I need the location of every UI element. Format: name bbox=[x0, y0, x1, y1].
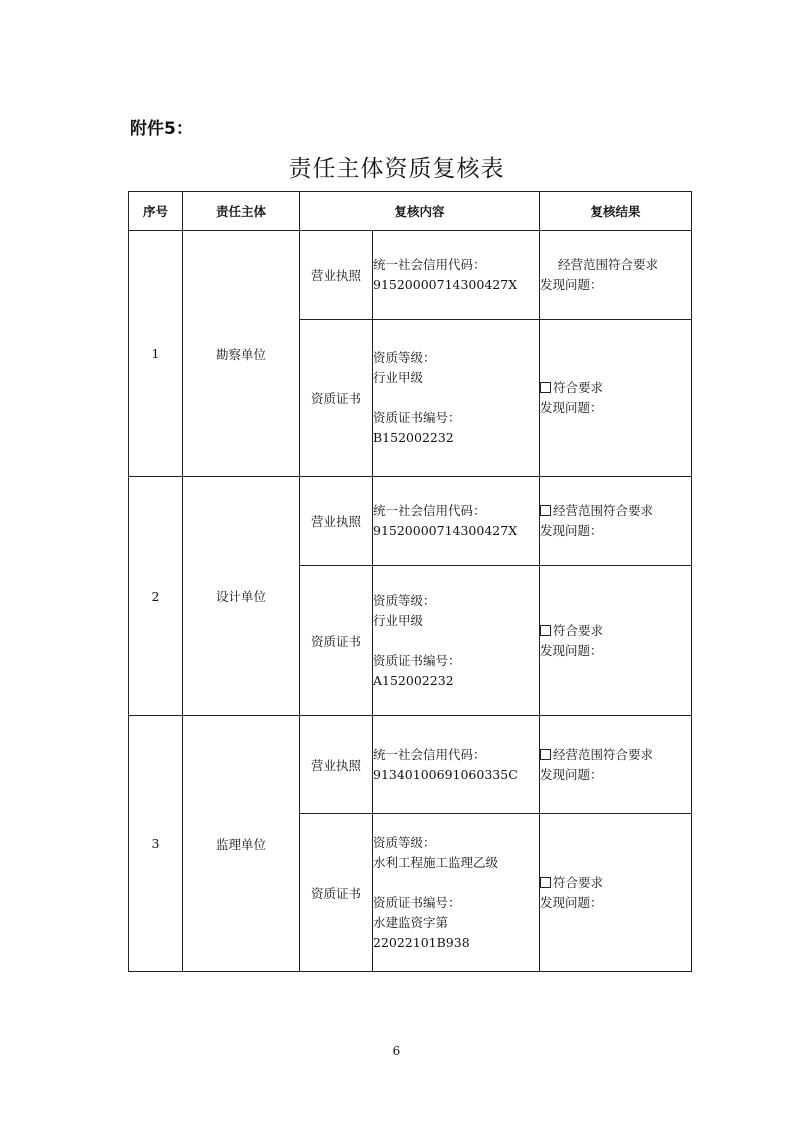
checkbox-icon bbox=[540, 505, 551, 516]
cert-content bbox=[373, 814, 540, 972]
result-text: 符合要求 bbox=[553, 874, 604, 890]
license-type: 营业执照 bbox=[300, 716, 373, 814]
result-text: 经营范围符合要求 bbox=[558, 257, 659, 272]
grade-label: 资质等级： bbox=[373, 350, 436, 365]
checkbox-icon bbox=[540, 382, 551, 393]
result-text: 符合要求 bbox=[553, 380, 604, 395]
checkbox-icon bbox=[540, 877, 551, 888]
cert-no-value: A152002232 bbox=[373, 672, 454, 688]
grade-label: 资质等级： bbox=[373, 592, 436, 608]
table-row bbox=[129, 716, 692, 814]
table-row bbox=[129, 477, 692, 566]
license-content bbox=[373, 231, 540, 320]
entity-cell: 设计单位 bbox=[183, 477, 300, 716]
credit-code-value: 91520000714300427X bbox=[373, 523, 518, 538]
problem-label: 发现问题： bbox=[540, 642, 603, 658]
checkbox-icon bbox=[540, 749, 551, 760]
header-row bbox=[129, 192, 692, 231]
entity-cell: 勘察单位 bbox=[183, 231, 300, 477]
problem-label: 发现问题： bbox=[540, 400, 603, 415]
license-result bbox=[540, 716, 692, 814]
cert-result bbox=[540, 566, 692, 716]
credit-code-label: 统一社会信用代码： bbox=[373, 503, 486, 518]
page-number: 6 bbox=[392, 1044, 401, 1058]
seq-cell: 2 bbox=[129, 477, 183, 716]
license-result bbox=[540, 477, 692, 566]
cert-no-label: 资质证书编号： bbox=[373, 652, 461, 668]
cert-no-value: B152002232 bbox=[373, 430, 454, 445]
cert-type: 资质证书 bbox=[300, 566, 373, 716]
review-table bbox=[128, 191, 692, 972]
result-text: 经营范围符合要求 bbox=[553, 503, 654, 518]
cert-no-value-2: 22022101B938 bbox=[373, 934, 470, 950]
header-entity: 责任主体 bbox=[183, 192, 300, 231]
credit-code-label: 统一社会信用代码： bbox=[373, 746, 486, 762]
result-text: 符合要求 bbox=[553, 622, 604, 638]
grade-label: 资质等级： bbox=[373, 834, 436, 850]
problem-label: 发现问题： bbox=[540, 766, 603, 782]
seq-cell: 3 bbox=[129, 716, 183, 972]
table-row bbox=[129, 231, 692, 320]
license-type: 营业执照 bbox=[300, 477, 373, 566]
problem-label: 发现问题： bbox=[540, 523, 603, 538]
license-content bbox=[373, 716, 540, 814]
header-result: 复核结果 bbox=[540, 192, 692, 231]
document-title: 责任主体资质复核表 bbox=[288, 156, 505, 182]
header-content: 复核内容 bbox=[300, 192, 540, 231]
cert-type: 资质证书 bbox=[300, 814, 373, 972]
cert-result bbox=[540, 320, 692, 477]
result-text: 经营范围符合要求 bbox=[553, 746, 654, 762]
license-result bbox=[540, 231, 692, 320]
license-type: 营业执照 bbox=[300, 231, 373, 320]
grade-value: 水利工程施工监理乙级 bbox=[373, 854, 499, 870]
problem-label: 发现问题： bbox=[540, 277, 603, 292]
problem-label: 发现问题： bbox=[540, 894, 603, 910]
license-content bbox=[373, 477, 540, 566]
credit-code-value: 91520000714300427X bbox=[373, 277, 518, 292]
cert-content bbox=[373, 566, 540, 716]
cert-type: 资质证书 bbox=[300, 320, 373, 477]
credit-code-value: 91340100691060335C bbox=[373, 766, 518, 782]
checkbox-icon bbox=[540, 625, 551, 636]
credit-code-label: 统一社会信用代码： bbox=[373, 257, 486, 272]
cert-content bbox=[373, 320, 540, 477]
cert-no-label: 资质证书编号： bbox=[373, 894, 461, 910]
grade-value: 行业甲级 bbox=[373, 370, 424, 385]
seq-cell: 1 bbox=[129, 231, 183, 477]
cert-no-label: 资质证书编号： bbox=[373, 410, 461, 425]
cert-no-value: 水建监资字第 bbox=[373, 914, 449, 930]
header-seq: 序号 bbox=[129, 192, 183, 231]
grade-value: 行业甲级 bbox=[373, 612, 424, 628]
entity-cell: 监理单位 bbox=[183, 716, 300, 972]
attachment-label: 附件5： bbox=[130, 119, 193, 139]
cert-result bbox=[540, 814, 692, 972]
